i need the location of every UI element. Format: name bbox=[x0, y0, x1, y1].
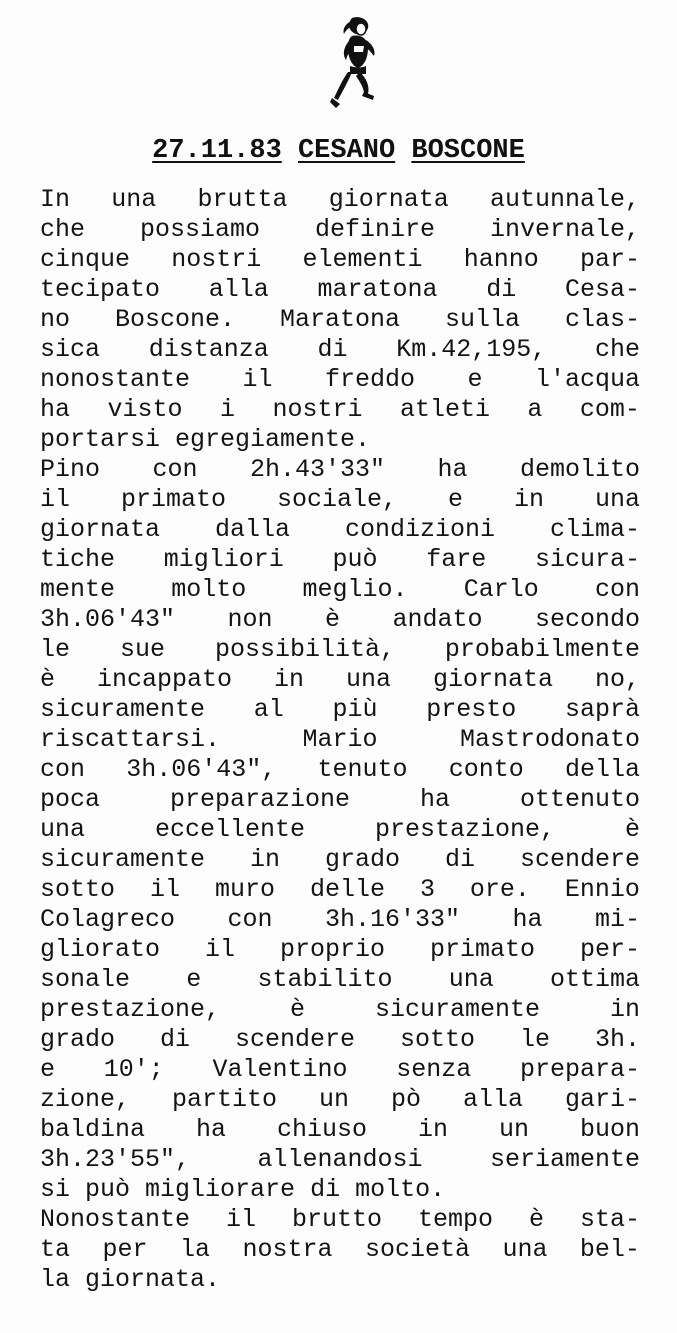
word: mente bbox=[40, 575, 116, 604]
word: il bbox=[242, 365, 273, 394]
word: com- bbox=[579, 395, 640, 424]
running-woman-icon bbox=[330, 16, 380, 110]
word: il bbox=[149, 875, 180, 904]
word: una bbox=[40, 815, 86, 844]
word: hanno bbox=[463, 245, 539, 274]
text-line bbox=[40, 1025, 640, 1055]
word: e bbox=[186, 965, 202, 994]
word: Mastrodonato bbox=[459, 725, 640, 754]
word: di bbox=[486, 275, 517, 304]
word: il bbox=[40, 485, 71, 514]
text-line bbox=[40, 935, 640, 965]
word: in bbox=[417, 1115, 448, 1144]
word: le bbox=[40, 635, 71, 664]
word: un bbox=[318, 1085, 349, 1114]
word: pò bbox=[390, 1085, 421, 1114]
word: riscattarsi. bbox=[40, 725, 221, 754]
word: grado bbox=[40, 1025, 116, 1054]
text-line bbox=[40, 1085, 640, 1115]
text-line bbox=[40, 1145, 640, 1175]
text-line bbox=[40, 995, 640, 1025]
word: ha bbox=[437, 455, 468, 484]
word: con bbox=[152, 455, 198, 484]
word: una bbox=[111, 185, 157, 214]
title-date: 27.11.83 bbox=[152, 136, 282, 166]
text-line bbox=[40, 905, 640, 935]
word: nostra bbox=[242, 1235, 333, 1264]
word: giornata bbox=[328, 185, 449, 214]
word: al bbox=[253, 695, 284, 724]
word: Cesa- bbox=[564, 275, 640, 304]
word: scendere bbox=[519, 845, 640, 874]
text-line bbox=[40, 1265, 640, 1295]
word: ottima bbox=[549, 965, 640, 994]
word: par- bbox=[579, 245, 640, 274]
word: clas- bbox=[564, 305, 640, 334]
word: e bbox=[467, 365, 483, 394]
word: un bbox=[498, 1115, 529, 1144]
word: sicuramente bbox=[374, 995, 541, 1024]
word: Nonostante bbox=[40, 1205, 191, 1234]
word: una bbox=[345, 665, 391, 694]
word: che bbox=[40, 215, 86, 244]
word: con bbox=[594, 575, 640, 604]
word: seriamente bbox=[489, 1145, 640, 1174]
word: in bbox=[250, 845, 281, 874]
word: condizioni bbox=[344, 515, 496, 544]
word: la bbox=[179, 1235, 210, 1264]
word: conto bbox=[448, 755, 524, 784]
word: sotto bbox=[40, 875, 116, 904]
word: 3h.06'43", bbox=[126, 755, 277, 784]
word: Mario bbox=[302, 725, 378, 754]
text-line bbox=[40, 845, 640, 875]
word: 3 bbox=[419, 875, 435, 904]
word: tecipato bbox=[40, 275, 161, 304]
word: definire bbox=[314, 215, 435, 244]
word: scendere bbox=[234, 1025, 355, 1054]
text-line bbox=[40, 425, 640, 455]
word: sta- bbox=[579, 1205, 640, 1234]
word: con bbox=[40, 755, 86, 784]
word: zione, bbox=[40, 1085, 131, 1114]
word: preparazione bbox=[169, 785, 351, 814]
word: per bbox=[102, 1235, 148, 1264]
word: con bbox=[227, 905, 273, 934]
word: è bbox=[624, 815, 640, 844]
word: sociale, bbox=[276, 485, 398, 514]
text-line bbox=[40, 755, 640, 785]
word: incappato bbox=[96, 665, 233, 694]
word: stabilito bbox=[257, 965, 393, 994]
word: più bbox=[332, 695, 378, 724]
word: molto bbox=[171, 575, 247, 604]
word: gari- bbox=[564, 1085, 640, 1114]
word: Colagreco bbox=[40, 905, 176, 934]
word: portarsi bbox=[40, 425, 161, 454]
word: prepara- bbox=[519, 1055, 640, 1084]
text-line bbox=[40, 215, 640, 245]
word: probabilmente bbox=[444, 635, 640, 664]
word: delle bbox=[309, 875, 385, 904]
word: cinque bbox=[40, 245, 131, 274]
word: possibilità, bbox=[214, 635, 395, 664]
text-line bbox=[40, 395, 640, 425]
text-line bbox=[40, 485, 640, 515]
text-line bbox=[40, 275, 640, 305]
word: in bbox=[609, 995, 640, 1024]
word: prestazione, bbox=[40, 995, 221, 1024]
word: tiche bbox=[40, 545, 116, 574]
word: è bbox=[324, 605, 340, 634]
word: allenandosi bbox=[257, 1145, 423, 1174]
word: buon bbox=[579, 1115, 640, 1144]
word: migliorare bbox=[145, 1175, 296, 1204]
word: giornata bbox=[432, 665, 553, 694]
word: bel- bbox=[579, 1235, 640, 1264]
word: in bbox=[273, 665, 304, 694]
word: atleti bbox=[399, 395, 490, 424]
word: poca bbox=[40, 785, 101, 814]
word: no, bbox=[594, 665, 640, 694]
word: demolito bbox=[519, 455, 640, 484]
text-line bbox=[40, 335, 640, 365]
word: 2h.43'33" bbox=[249, 455, 385, 484]
word: può bbox=[332, 545, 378, 574]
word: sica bbox=[40, 335, 101, 364]
word: nostri bbox=[272, 395, 363, 424]
word: a bbox=[527, 395, 543, 424]
text-line bbox=[40, 605, 640, 635]
word: nonostante bbox=[40, 365, 191, 394]
word: ore. bbox=[469, 875, 530, 904]
word: l'acqua bbox=[534, 365, 640, 394]
word: partito bbox=[171, 1085, 278, 1114]
text-line bbox=[40, 635, 640, 665]
text-line bbox=[40, 1055, 640, 1085]
word: si bbox=[40, 1175, 71, 1204]
word: prestazione, bbox=[374, 815, 556, 844]
word: ha bbox=[40, 395, 71, 424]
word: mi- bbox=[594, 905, 640, 934]
word: della bbox=[564, 755, 640, 784]
word: brutta bbox=[197, 185, 288, 214]
text-line bbox=[40, 785, 640, 815]
word: Ennio bbox=[564, 875, 640, 904]
word: tempo bbox=[417, 1205, 493, 1234]
word: gliorato bbox=[40, 935, 161, 964]
word: grado bbox=[324, 845, 400, 874]
word: presto bbox=[426, 695, 517, 724]
word: di bbox=[317, 335, 348, 364]
word: visto bbox=[107, 395, 183, 424]
text-line bbox=[40, 185, 640, 215]
word: 3h. bbox=[594, 1025, 640, 1054]
word: sicuramente bbox=[40, 845, 206, 874]
text-line bbox=[40, 455, 640, 485]
word: eccellente bbox=[154, 815, 306, 844]
text-line bbox=[40, 1175, 640, 1205]
text-line bbox=[40, 305, 640, 335]
word: secondo bbox=[534, 605, 640, 634]
word: che bbox=[594, 335, 640, 364]
word: è bbox=[528, 1205, 544, 1234]
word: è bbox=[40, 665, 56, 694]
word: senza bbox=[396, 1055, 472, 1084]
text-line bbox=[40, 665, 640, 695]
word: di bbox=[310, 1175, 341, 1204]
word: 3h.16'33" bbox=[324, 905, 461, 934]
word: non bbox=[227, 605, 273, 634]
word: giornata bbox=[40, 515, 161, 544]
word: Valentino bbox=[212, 1055, 348, 1084]
word: no bbox=[40, 305, 71, 334]
word: può bbox=[85, 1175, 131, 1204]
word: dalla bbox=[215, 515, 291, 544]
word: sicura- bbox=[534, 545, 640, 574]
word: possiamo bbox=[139, 215, 260, 244]
word: baldina bbox=[40, 1115, 146, 1144]
word: 3h.06'43" bbox=[40, 605, 176, 634]
text-line bbox=[40, 1235, 640, 1265]
word: autunnale, bbox=[489, 185, 640, 214]
word: il bbox=[205, 935, 236, 964]
word: sonale bbox=[40, 965, 131, 994]
word: alla bbox=[208, 275, 269, 304]
word: e bbox=[447, 485, 463, 514]
text-line bbox=[40, 815, 640, 845]
word: proprio bbox=[279, 935, 386, 964]
word: la bbox=[40, 1265, 71, 1294]
text-line bbox=[40, 725, 640, 755]
title-place-cesano: CESANO bbox=[297, 136, 396, 166]
word: In bbox=[40, 185, 71, 214]
word: ottenuto bbox=[519, 785, 640, 814]
word: chiuso bbox=[276, 1115, 367, 1144]
word: saprà bbox=[564, 695, 640, 724]
word: ha bbox=[512, 905, 543, 934]
word: invernale, bbox=[489, 215, 640, 244]
word: ha bbox=[196, 1115, 227, 1144]
word: Boscone. bbox=[114, 305, 236, 334]
word: fare bbox=[426, 545, 487, 574]
text-line bbox=[40, 515, 640, 545]
text-line bbox=[40, 365, 640, 395]
word: alla bbox=[462, 1085, 523, 1114]
word: molto. bbox=[355, 1175, 446, 1204]
text-line bbox=[40, 575, 640, 605]
word: i bbox=[219, 395, 235, 424]
word: una bbox=[448, 965, 494, 994]
word: le bbox=[519, 1025, 550, 1054]
word: brutto bbox=[291, 1205, 382, 1234]
word: clima- bbox=[549, 515, 640, 544]
word: tenuto bbox=[317, 755, 408, 784]
word: 10'; bbox=[103, 1055, 164, 1084]
word: elementi bbox=[302, 245, 423, 274]
word: di bbox=[444, 845, 475, 874]
text-line bbox=[40, 965, 640, 995]
title-place-boscone: BOSCONE bbox=[411, 136, 525, 166]
word: in bbox=[513, 485, 544, 514]
word: sulla bbox=[444, 305, 520, 334]
word: 3h.23'55", bbox=[40, 1145, 191, 1174]
text-line bbox=[40, 695, 640, 725]
word: e bbox=[40, 1055, 56, 1084]
word: Carlo bbox=[463, 575, 539, 604]
word: di bbox=[159, 1025, 190, 1054]
word: nostri bbox=[171, 245, 262, 274]
word: è bbox=[290, 995, 306, 1024]
text-line bbox=[40, 875, 640, 905]
word: distanza bbox=[148, 335, 269, 364]
word: maratona bbox=[317, 275, 438, 304]
word: sicuramente bbox=[40, 695, 206, 724]
word: primato bbox=[429, 935, 536, 964]
word: giornata. bbox=[85, 1265, 221, 1294]
word: società bbox=[364, 1235, 470, 1264]
word: sotto bbox=[399, 1025, 475, 1054]
word: muro bbox=[214, 875, 275, 904]
text-line bbox=[40, 1115, 640, 1145]
word: primato bbox=[120, 485, 227, 514]
word: una bbox=[594, 485, 640, 514]
word: Km.42,195, bbox=[396, 335, 547, 364]
word: meglio. bbox=[302, 575, 408, 604]
word: per- bbox=[579, 935, 640, 964]
text-line bbox=[40, 245, 640, 275]
word: freddo bbox=[324, 365, 415, 394]
word: il bbox=[226, 1205, 257, 1234]
word: egregiamente. bbox=[175, 425, 371, 454]
word: andato bbox=[392, 605, 483, 634]
article-title bbox=[0, 136, 677, 166]
word: una bbox=[502, 1235, 548, 1264]
word: ha bbox=[419, 785, 450, 814]
word: migliori bbox=[163, 545, 284, 574]
word: sue bbox=[119, 635, 165, 664]
word: Pino bbox=[40, 455, 101, 484]
word: ta bbox=[40, 1235, 71, 1264]
word: Maratona bbox=[279, 305, 401, 334]
text-line bbox=[40, 545, 640, 575]
text-line bbox=[40, 1205, 640, 1235]
article-body bbox=[40, 185, 640, 1295]
